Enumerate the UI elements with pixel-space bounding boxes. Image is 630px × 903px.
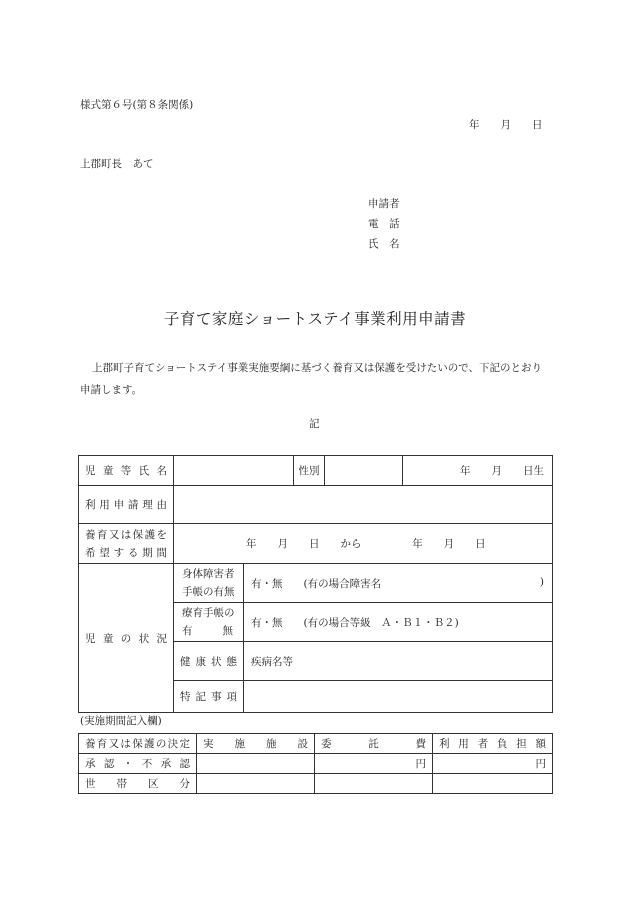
disability-label-line2: 手帳の有無 <box>182 586 235 598</box>
fee-yen: 円 <box>415 758 426 770</box>
birth-date-field[interactable] <box>403 456 553 486</box>
form-number: 様式第６号(第８条関係) <box>80 99 194 111</box>
burden-label: 利用者負担額 <box>433 734 553 754</box>
name-label: 氏 名 <box>368 238 400 250</box>
household-field-1[interactable] <box>197 774 315 794</box>
burden-yen: 円 <box>535 758 546 770</box>
ki-label: 記 <box>309 418 320 430</box>
notes-field[interactable] <box>244 681 553 713</box>
applicant-label: 申請者 <box>368 198 400 210</box>
approval-label: 承認・不承認 <box>79 754 197 774</box>
reason-label: 利用申請理由 <box>79 486 174 524</box>
fee-field[interactable] <box>315 754 433 774</box>
situation-label: 児童の状況 <box>79 564 174 713</box>
child-name-label: 児童等氏名 <box>79 456 174 486</box>
disability-value: 有・無 (有の場合障害名 <box>251 577 382 590</box>
phone-label: 電 話 <box>368 218 400 230</box>
facility-field[interactable] <box>197 754 315 774</box>
ryoiku-field[interactable] <box>244 603 553 642</box>
household-field-3[interactable] <box>433 774 553 794</box>
household-field-2[interactable] <box>315 774 433 794</box>
burden-field[interactable] <box>433 754 553 774</box>
birth-date-text: 年 月 日生 <box>460 465 544 477</box>
implementation-table <box>78 733 553 794</box>
reason-field[interactable] <box>174 486 553 524</box>
ryoiku-label-line1: 療育手帳の <box>182 607 235 619</box>
health-label: 健康状態 <box>174 642 244 681</box>
facility-label: 実施施設 <box>197 734 315 754</box>
disability-label-line1: 身体障害者 <box>182 568 235 580</box>
health-value: 疾病名等 <box>251 655 293 668</box>
disability-label <box>174 564 244 603</box>
body-text: 上郡町子育てショートステイ事業実施要綱に基づく養育又は保護を受けたいので、下記のとおり申請します。 <box>80 362 543 396</box>
decision-label: 養育又は保護の決定 <box>79 734 197 754</box>
application-table <box>78 455 553 713</box>
ryoiku-label-line2: 有 無 <box>182 625 233 637</box>
disability-field[interactable] <box>244 564 553 603</box>
period-to: 年 月 日 <box>412 538 486 550</box>
addressee: 上郡町長 あて <box>80 158 154 170</box>
period-label <box>79 524 174 564</box>
period-label-line1: 養育又は保護を <box>85 528 167 541</box>
date-line: 年 月 日 <box>469 119 543 131</box>
gender-field[interactable] <box>325 456 403 486</box>
fee-label: 委託費 <box>315 734 433 754</box>
child-name-field[interactable] <box>174 456 294 486</box>
notes-label: 特記事項 <box>174 681 244 713</box>
period-field[interactable] <box>174 524 553 564</box>
period-from: 年 月 日 から <box>246 538 362 550</box>
document-title: 子育て家庭ショートステイ事業利用申請書 <box>163 310 467 328</box>
ryoiku-label <box>174 603 244 642</box>
disability-close: ) <box>539 575 544 588</box>
health-field[interactable] <box>244 642 553 681</box>
ryoiku-value: 有・無 (有の場合等級 Ａ・Ｂ１・Ｂ２) <box>251 616 459 629</box>
gender-label: 性別 <box>294 456 325 486</box>
implementation-section-label: (実施期間記入欄) <box>80 715 162 727</box>
household-label: 世帯区分 <box>79 774 197 794</box>
period-label-line2: 希望する期間 <box>85 546 167 559</box>
